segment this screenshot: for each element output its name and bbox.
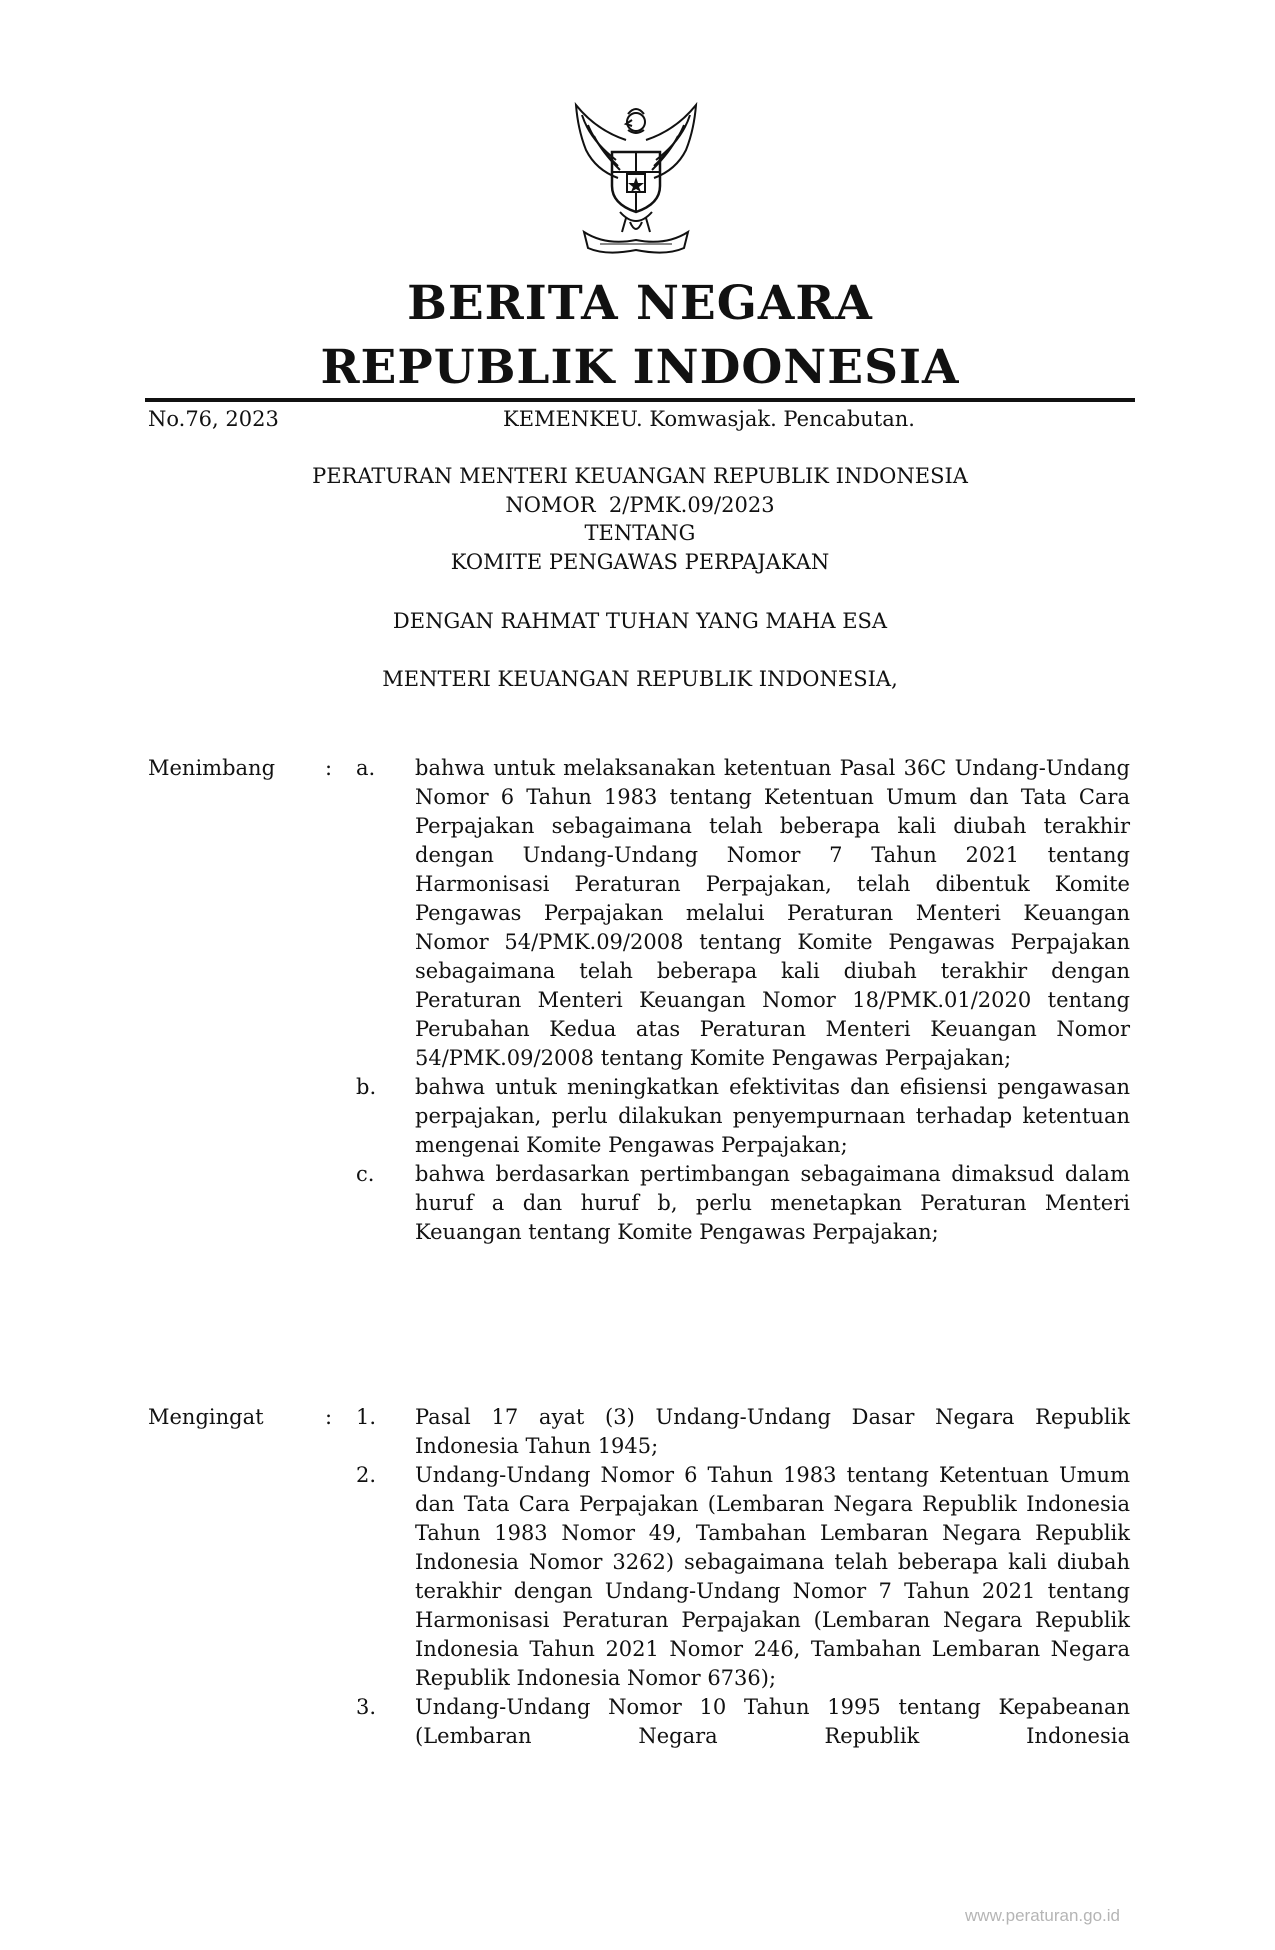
list-item-text: Undang-Undang Nomor 6 Tahun 1983 tentang Ketentuan Umum dan Tata Cara Perpajakan (Lembaran Negara Republik Indonesia Tahun 1983 Nomor 49, Tambahan Lembaran Negara Republik Indonesia Nomor 3262) sebagaimana telah beberapa kali diubah terakhir dengan Undang-Undang Nomor 7 Tahun 2021 tentang Harmonisasi Peraturan Perpajakan (Lembaran Negara Republik Indonesia Tahun 2021 Nomor 246, Tambahan Lembaran Negara Republik Indonesia Nomor 6736); <box>415 1463 1130 1690</box>
source-url: www.peraturan.go.id <box>965 1906 1120 1925</box>
list-item-text: bahwa berdasarkan pertimbangan sebagaimana dimaksud dalam huruf a dan huruf b, perlu menetapkan Peraturan Menteri Keuangan tentang Komite Pengawas Perpajakan; <box>415 1162 1130 1244</box>
gazette-subject: KEMENKEU. Komwasjak. Pencabutan. <box>503 407 915 431</box>
list-item-text: Undang-Undang Nomor 10 Tahun 1995 tentang Kepabeanan (Lembaran Negara Republik Indonesia <box>415 1695 1130 1748</box>
gazette-number: No.76, 2023 <box>148 407 279 431</box>
mengingat-label: Mengingat <box>148 1405 264 1429</box>
mengingat-list <box>350 1403 1130 1751</box>
minister-heading: MENTERI KEUANGAN REPUBLIK INDONESIA, <box>382 667 898 691</box>
masthead-divider <box>145 398 1135 402</box>
list-item <box>350 1461 1130 1693</box>
regulation-title <box>145 462 1135 576</box>
masthead-title-line2: REPUBLIK INDONESIA <box>320 340 960 395</box>
menimbang-colon: : <box>325 756 333 780</box>
list-marker: c. <box>356 1162 375 1186</box>
list-marker: 2. <box>356 1463 377 1487</box>
regulation-about: TENTANG <box>584 521 696 545</box>
regulation-number: NOMOR 2/PMK.09/2023 <box>505 492 775 517</box>
menimbang-list <box>350 754 1130 1247</box>
masthead-title-line1: BERITA NEGARA <box>407 276 873 331</box>
list-item-text: bahwa untuk melaksanakan ketentuan Pasal 36C Undang-Undang Nomor 6 Tahun 1983 tentang Ketentuan Umum dan Tata Cara Perpajakan sebagaimana telah beberapa kali diubah terakhir dengan Undang-Undang Nomor 7 Tahun 2021 tentang Harmonisasi Peraturan Perpajakan, telah dibentuk Komite Pengawas Perpajakan melalui Peraturan Menteri Keuangan Nomor 54/PMK.09/2008 tentang Komite Pengawas Perpajakan sebagaimana telah beberapa kali diubah terakhir dengan Peraturan Menteri Keuangan Nomor 18/PMK.01/2020 tentang Perubahan Kedua atas Peraturan Menteri Keuangan Nomor 54/PMK.09/2008 tentang Komite Pengawas Perpajakan; <box>415 756 1130 1070</box>
regulation-title-line: PERATURAN MENTERI KEUANGAN REPUBLIK INDONESIA <box>312 464 968 488</box>
list-item <box>350 1160 1130 1247</box>
list-marker: b. <box>356 1075 377 1099</box>
list-item <box>350 1073 1130 1160</box>
list-item-text: Pasal 17 ayat (3) Undang-Undang Dasar Negara Republik Indonesia Tahun 1945; <box>415 1405 1130 1458</box>
list-marker: 3. <box>356 1695 377 1719</box>
list-item <box>350 1403 1130 1461</box>
list-item <box>350 754 1130 1073</box>
mengingat-colon: : <box>325 1405 333 1429</box>
regulation-subject: KOMITE PENGAWAS PERPAJAKAN <box>450 549 830 574</box>
list-marker: 1. <box>356 1405 377 1429</box>
menimbang-label: Menimbang <box>148 756 276 780</box>
list-item-text: bahwa untuk meningkatkan efektivitas dan efisiensi pengawasan perpajakan, perlu dilakukan penyempurnaan terhadap ketentuan mengenai Komite Pengawas Perpajakan; <box>415 1075 1130 1157</box>
invocation: DENGAN RAHMAT TUHAN YANG MAHA ESA <box>392 609 888 633</box>
garuda-emblem-icon <box>556 100 716 260</box>
list-marker: a. <box>356 756 376 780</box>
list-item <box>350 1693 1130 1751</box>
